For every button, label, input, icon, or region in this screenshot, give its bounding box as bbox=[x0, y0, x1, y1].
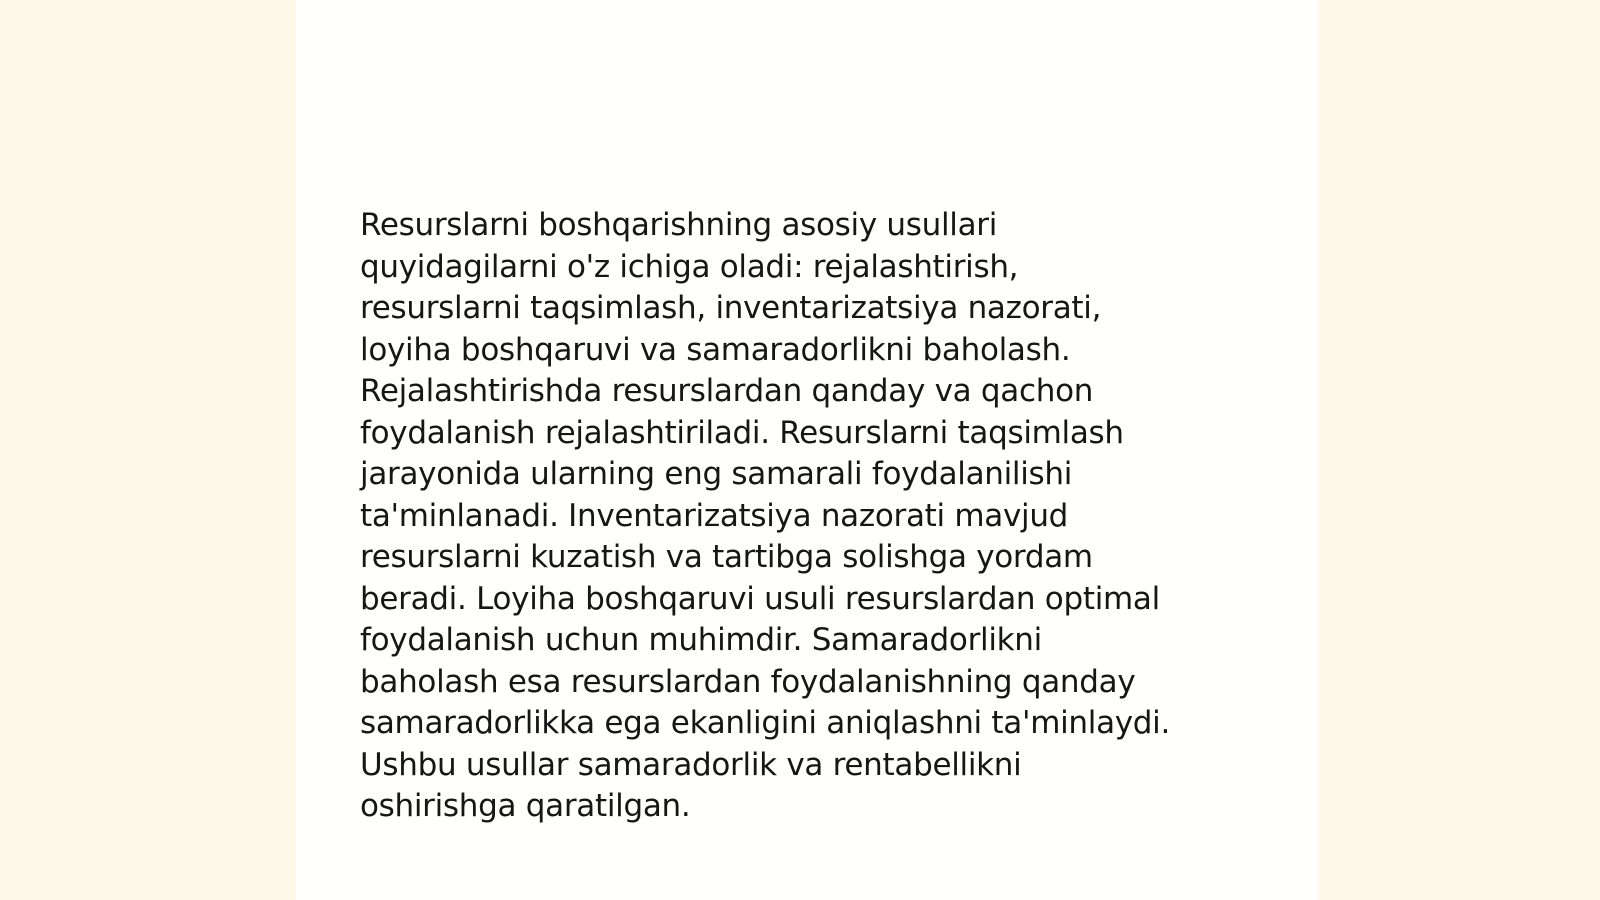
paragraph-line: beradi. Loyiha boshqaruvi usuli resurslardan optimal bbox=[360, 580, 1160, 617]
paragraph-line: baholash esa resurslardan foydalanishning qanday bbox=[360, 663, 1136, 700]
paragraph-line: foydalanish uchun muhimdir. Samaradorlikni bbox=[360, 622, 1042, 658]
paragraph-line: resurslarni taqsimlash, inventarizatsiya nazorati, bbox=[360, 290, 1102, 326]
paragraph-line: oshirishga qaratilgan. bbox=[360, 788, 691, 824]
paragraph-line: Resurslarni boshqarishning asosiy usullari bbox=[360, 207, 998, 243]
paragraph-line: ta'minlanadi. Inventarizatsiya nazorati mavjud bbox=[360, 497, 1069, 534]
paragraph-line: quyidagilarni o'z ichiga oladi: rejalashtirish, bbox=[360, 248, 1019, 285]
paragraph-line: samaradorlikka ega ekanligini aniqlashni ta'minlaydi. bbox=[360, 705, 1171, 741]
paragraph-line: Rejalashtirishda resurslardan qanday va qachon bbox=[360, 373, 1094, 409]
document-page bbox=[296, 0, 1318, 900]
paragraph-line: loyiha boshqaruvi va samaradorlikni baholash. bbox=[360, 331, 1071, 368]
paragraph-line: Ushbu usullar samaradorlik va rentabellikni bbox=[360, 746, 1022, 783]
paragraph-line: foydalanish rejalashtiriladi. Resurslarni taqsimlash bbox=[360, 414, 1124, 451]
paragraph-line: resurslarni kuzatish va tartibga solishga yordam bbox=[360, 539, 1093, 575]
paragraph-line: jarayonida ularning eng samarali foydalanilishi bbox=[360, 456, 1073, 492]
body-paragraph bbox=[360, 205, 1240, 828]
